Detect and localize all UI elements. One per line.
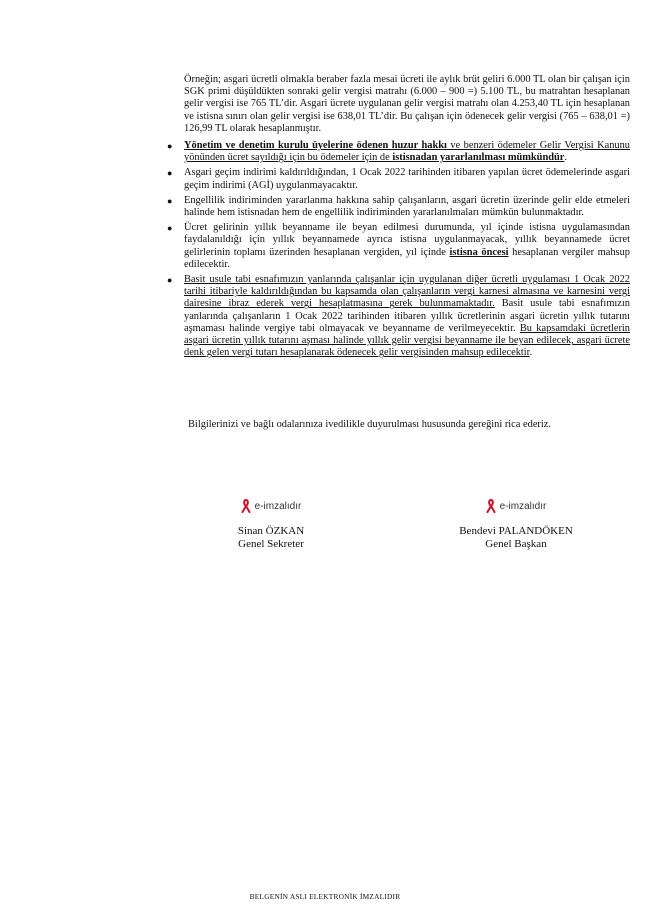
bullet-text: Basit usule tabi esnafımızın yanlarında çalışanlar için uygulanan diğer ücretli uygulaması 1 Ocak 2022 tarihi itibariyle kaldırıldığından bu kapsamda olan çalışanların vergi karnesi almasına ve karnesini vergi dairesine ibraz ederek vergi hesaplatmasına gerek bulunmamaktadır. [184,274,630,310]
bullet-text: Basit usule tabi esnafımızın yanlarında çalışanların 1 Ocak 2022 tarihinden itibaren yıllık ücretlerinin asgari ücretin yıllık tutarını aşmaması halinde vergiye tabi olmayacak ve beyanname de verilmeyecektir. [184,298,630,334]
signer-name: Sinan ÖZKAN [237,525,305,537]
bullet-icon: ● [167,168,173,179]
stamp-label: e-imzalıdır [499,500,547,512]
bullet-text-bold: Yönetim ve denetim kurulu üyelerine ödenen huzur hakkı [184,140,447,151]
e-signature-stamp [431,499,601,513]
bullet-text: . [529,347,533,359]
stamp-label: e-imzalıdır [254,500,302,512]
list-item [166,167,630,191]
bullet-icon: ● [167,223,173,234]
bullet-text: hesaplanan vergiler mahsup edilecektir. [184,246,630,270]
bullet-text: Asgari geçim indirimi kaldırıldığından, 1 Ocak 2022 tarihinden itibaren yapılan ücret ödemelerinde asgari geçim indirimi (AGİ) uygulanmayacaktır. [184,167,630,191]
example-paragraph: Örneğin; asgari ücretli olmakla beraber fazla mesai ücreti ile aylık brüt geliri 6.000 TL olan bir çalışan için SGK primi düşüldükten sonraki gelir vergisi matrahı (6.000 – 900 =) 5.100 TL, bu matrahtan hesaplanan gelir vergisi ise 765 TL’dir. Asgari ücrete uygulanan gelir vergisi matrahı olan 4.253,40 TL için hesaplanan ve istisna sınırı olan gelir vergisi ise 638,01 TL’dir. Bu çalışan için ödenecek gelir vergisi (765 – 638,01 =) 126,99 TL olarak hesaplanmıştır. [184,74,630,134]
list-item [166,222,630,271]
list-item [166,274,630,359]
bullet-text: Ücret gelirinin yıllık beyanname ile beyan edilmesi durumunda, yıl içinde istisna uygulamasından faydalanıldığı için yıllık beyannamede ayrıca istisna uygulanmayacak, yıllık beyannamede ücret gelirlerinin toplamı üzerinden hesaplanan vergiden, yıl içinde [184,222,630,258]
bullet-icon: ● [167,141,173,151]
bullet-text-bold: istisnadan yararlanılması mümkündür [392,152,565,164]
ribbon-icon [241,499,251,513]
footer-note: BELGENİN ASLI ELEKTRONİK İMZALIDIR [249,892,401,901]
signer-title: Genel Başkan [485,538,547,550]
signer-title: Genel Sekreter [238,538,304,550]
bullet-text: Bu kapsamdaki ücretlerin asgari ücretin yıllık tutarını aşması halinde yıllık gelir vergisi beyanname ile beyan edilecek, asgari ücrete denk gelen vergi tutarı hesaplanarak ödenecek gelir vergisinden mahsup edilecektir [184,322,630,359]
bullet-text: ve benzeri ödemeler Gelir Vergisi Kanunu yönünden ücret sayıldığı için bu ödemeler için de [184,140,630,164]
list-item [166,195,630,219]
ribbon-icon [486,499,496,513]
bullet-text: . [564,152,568,164]
bullet-text: Engellilik indiriminden yararlanma hakkına sahip çalışanların, asgari ücretin üzerinde gelir elde etmeleri halinde hem istisnadan hem de engellilik indiriminden yararlanılmaları mümkün bulunmaktadır. [184,194,630,219]
e-signature-stamp [186,499,356,513]
closing-paragraph: Bilgilerinizi ve bağlı odalarınıza ivedilikle duyurulması hususunda gereğini rica ederiz. [188,419,551,430]
signature-block-right [431,499,601,551]
list-item [166,140,630,164]
signature-block-left [186,499,356,551]
bullet-text-bold: istisna öncesi [449,246,509,258]
bullet-icon: ● [167,195,173,206]
bullet-list [166,140,630,362]
signer-name: Bendevi PALANDÖKEN [459,525,573,537]
bullet-icon: ● [167,275,173,286]
